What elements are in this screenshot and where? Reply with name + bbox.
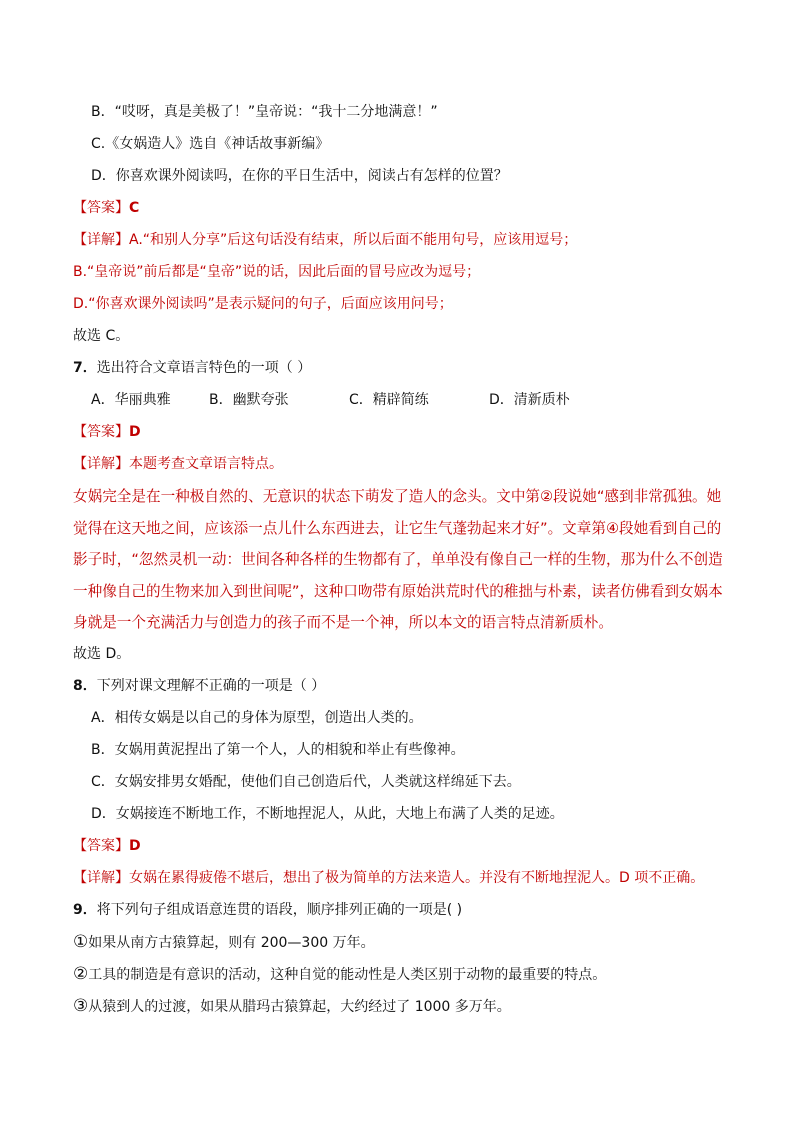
q6-detail-3: D.“你喜欢课外阅读吗”是表示疑问的句子，后面应该用问号；: [73, 296, 453, 312]
q8-stem-line: [73, 675, 734, 697]
q7-answer-line: [73, 421, 734, 443]
q7-number: 7．: [73, 360, 97, 376]
q8-stem: 下列对课文理解不正确的一项是（ ）: [96, 678, 326, 694]
q8-answer: D: [129, 838, 141, 854]
detail-tag: 【详解】: [73, 232, 129, 248]
q7-option-b: B．幽默夸张: [209, 392, 289, 408]
q7-detail-line: [73, 453, 734, 475]
q6-detail-1: A.“和别人分享”后这句话没有结束，所以后面不能用句号，应该用逗号；: [129, 232, 578, 248]
detail-tag: 【详解】: [73, 456, 129, 472]
q9-stem-line: [73, 899, 734, 921]
q7-detail-paragraph: 女娲完全是在一种极自然的、无意识的状态下萌发了造人的念头。文中第②段说她“感到非常孤独。她觉得在这天地之间，应该添一点儿什么东西进去，让它生气蓬勃起来才好”。文章第④段她看到自己的影子时，“忽然灵机一动：世间各种各样的生物都有了，单单没有像自己一样的生物，那为什么不创造一种像自己的生物来加入到世间呢”，这种口吻带有原始洪荒时代的稚拙与朴素，读者仿佛看到女娲本身就是一个充满活力与创造力的孩子而不是一个神，所以本文的语言特点清新质朴。: [73, 488, 723, 631]
q7-detail-intro: 本题考查文章语言特点。: [129, 456, 283, 472]
q9-item-text: 从猿到人的过渡，如果从腊玛古猿算起，大约经过了 1000 多万年。: [88, 999, 511, 1015]
q6-answer-line: [73, 197, 734, 219]
q9-item-mark: ①: [73, 932, 89, 952]
q7-option-a: A．华丽典雅: [91, 392, 171, 408]
q8-option-b: B．女娲用黄泥捏出了第一个人，人的相貌和举止有些像神。: [91, 742, 465, 758]
q7-option-d: D．清新质朴: [489, 392, 570, 408]
q6-option-d: D．你喜欢课外阅读吗，在你的平日生活中，阅读占有怎样的位置？: [91, 168, 508, 184]
q6-option-b: B．“哎呀，真是美极了！”皇帝说：“我十二分地满意！”: [91, 104, 438, 120]
answer-tag: 【答案】: [73, 838, 129, 854]
q8-detail-line: [73, 867, 734, 889]
q9-number: 9．: [73, 902, 97, 918]
q7-options: [91, 389, 734, 411]
q6-detail-2: B.“皇帝说”前后都是“皇帝”说的话，因此后面的冒号应改为逗号；: [73, 264, 481, 280]
q9-item-2: [73, 963, 734, 986]
q7-conclusion: 故选 D。: [73, 646, 131, 662]
q9-item-text: 工具的制造是有意识的活动，这种自觉的能动性是人类区别于动物的最重要的特点。: [88, 967, 607, 983]
q9-item-text: 如果从南方古猿算起，则有 200—300 万年。: [88, 935, 375, 951]
q7-answer: D: [129, 424, 141, 440]
q8-option-a: A．相传女娲是以自己的身体为原型，创造出人类的。: [91, 710, 423, 726]
q6-answer: C: [129, 200, 140, 216]
q8-answer-line: [73, 835, 734, 857]
q8-detail: 女娲在累得疲倦不堪后，想出了极为简单的方法来造人。并没有不断地捏泥人。D 项不正确。: [129, 870, 705, 886]
q7-stem: 选出符合文章语言特色的一项（ ）: [96, 360, 312, 376]
q9-item-3: [73, 995, 734, 1018]
answer-tag: 【答案】: [73, 424, 129, 440]
detail-tag: 【详解】: [73, 870, 129, 886]
q9-item-mark: ③: [73, 996, 89, 1016]
answer-tag: 【答案】: [73, 200, 129, 216]
q8-option-d: D．女娲接连不断地工作，不断地捏泥人，从此，大地上布满了人类的足迹。: [91, 806, 564, 822]
q9-item-mark: ②: [73, 964, 89, 984]
q7-stem-line: [73, 357, 734, 379]
q8-option-c: C．女娲安排男女婚配，使他们自己创造后代，人类就这样绵延下去。: [91, 774, 521, 790]
q6-conclusion: 故选 C。: [73, 328, 130, 344]
q6-detail-line-1: [73, 229, 734, 251]
q8-number: 8．: [73, 678, 97, 694]
q7-option-c: C．精辟简练: [349, 392, 429, 408]
q6-option-c: C.《女娲造人》选自《神话故事新编》: [91, 136, 330, 152]
q9-item-1: [73, 931, 734, 954]
q9-stem: 将下列句子组成语意连贯的语段，顺序排列正确的一项是( ): [96, 902, 463, 918]
